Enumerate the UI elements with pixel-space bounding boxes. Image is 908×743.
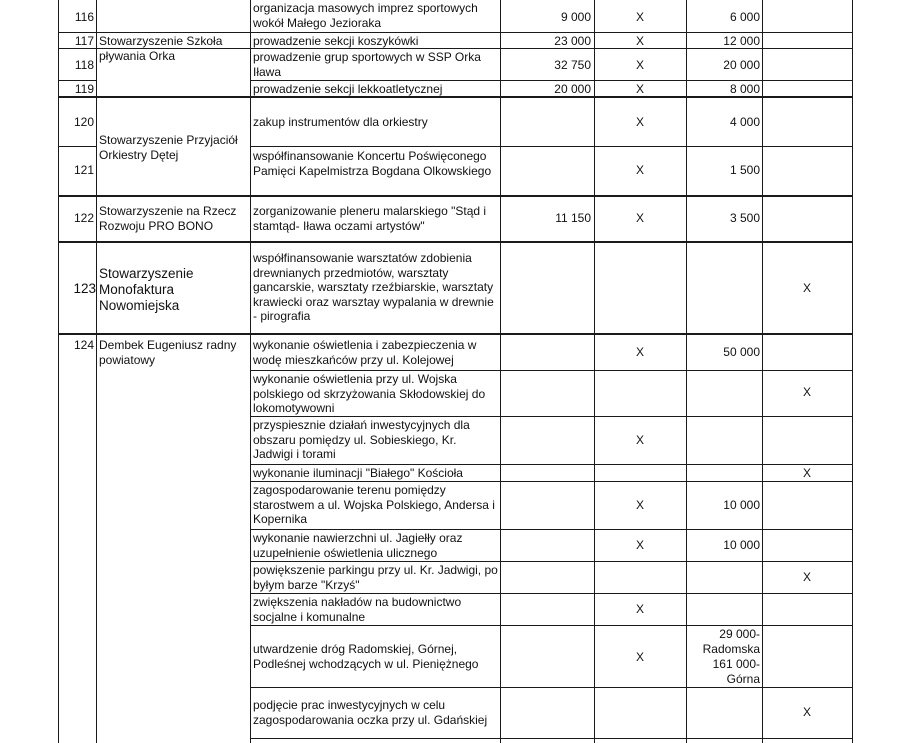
grid-line	[250, 0, 251, 743]
row-number: 117	[74, 34, 94, 48]
organization-name: Dembek Eugeniusz radny powiatowy	[99, 338, 237, 367]
grid-line	[594, 0, 595, 743]
x-mark: X	[802, 385, 811, 399]
task-description: powiększenie parkingu przy ul. Kr. Jadwigi, po byłym barze "Krzyś"	[253, 563, 498, 592]
grid-line	[762, 0, 763, 743]
task-description: prowadzenie grup sportowych w SSP Orka Iława	[253, 50, 481, 79]
grid-line	[58, 0, 59, 743]
task-description: zwiększenia nakładów na budownictwo socjalne i komunalne	[253, 595, 462, 624]
grid-line	[250, 416, 853, 417]
x-mark: X	[802, 570, 811, 584]
row-number: 123	[73, 281, 96, 296]
granted-amount: 4 000	[729, 115, 760, 129]
x-mark: X	[635, 10, 644, 24]
x-mark: X	[635, 538, 644, 552]
task-description: zagospodarowanie terenu pomiędzy starostwem a ul. Wojska Polskiego, Andersa i Kopernika	[253, 483, 495, 526]
task-description: podjęcie prac inwestycyjnych w celu zagospodarowania oczka przy ul. Gdańskiej	[253, 698, 488, 727]
row-number: 122	[73, 211, 94, 225]
x-mark: X	[635, 115, 644, 129]
granted-amount: 10 000	[723, 538, 760, 552]
row-number: 119	[74, 82, 94, 96]
grid-line	[250, 593, 853, 594]
row-number: 121	[73, 163, 94, 177]
organization-name: Stowarzyszenie Szkoła pływania Orka	[99, 34, 223, 63]
granted-amount: 8 000	[729, 82, 760, 96]
task-description: organizacja masowych imprez sportowych wokół Małego Jezioraka	[253, 1, 478, 30]
x-mark: X	[635, 58, 644, 72]
task-description: współfinansowanie Koncertu Poświęconego Pamięci Kapelmistrza Bogdana Olkowskiego	[253, 149, 492, 178]
row-number: 124	[73, 338, 94, 352]
grid-line	[500, 0, 501, 743]
task-description: prowadzenie sekcji lekkoatletycznej	[253, 82, 443, 96]
requested-amount: 11 150	[555, 211, 591, 225]
grid-line	[250, 80, 853, 81]
requested-amount: 23 000	[554, 34, 591, 48]
grid-line	[250, 464, 853, 465]
task-description: utwardzenie dróg Radomskiej, Górnej, Podleśnej wchodzących w ul. Pieniężnego	[253, 642, 479, 671]
granted-amount: 50 000	[723, 345, 760, 359]
grid-line	[852, 0, 853, 743]
x-mark: X	[635, 498, 644, 512]
organization-name: Stowarzyszenie Przyjaciół Orkiestry Dętej	[99, 133, 238, 162]
grid-line	[58, 32, 853, 33]
grid-line	[250, 561, 853, 562]
x-mark: X	[802, 466, 811, 480]
grid-line	[686, 0, 687, 743]
organization-name: Stowarzyszenie na Rzecz Rozwoju PRO BONO	[99, 204, 237, 233]
x-mark: X	[635, 34, 644, 48]
row-number: 116	[74, 10, 94, 24]
granted-amount: 29 000- Radomska 161 000- Górna	[702, 627, 760, 686]
grid-line	[250, 687, 853, 688]
task-description: zorganizowanie pleneru malarskiego "Stąd i stamtąd- Iława oczami artystów"	[253, 204, 487, 233]
granted-amount: 12 000	[723, 34, 760, 48]
task-description: współfinansowanie warsztatów zdobienia drewnianych przedmiotów, warsztaty gancarskie, warsztaty rzeźbiarskie, warsztaty krawiecki oraz warsztay wypalania w drewnie - pirografia	[253, 251, 494, 323]
grid-line	[58, 195, 853, 197]
x-mark: X	[635, 650, 644, 664]
requested-amount: 20 000	[554, 82, 591, 96]
task-description: wykonanie nawierzchni ul. Jagiełły oraz uzupełnienie oświetlenia ulicznego	[253, 531, 463, 560]
grid-line	[250, 370, 853, 371]
task-description: przyspiesznie działań inwestycyjnych dla obszaru pomiędzy ul. Sobieskiego, Kr. Jadwigi i torami	[253, 418, 470, 461]
row-number: 120	[73, 115, 94, 129]
x-mark: X	[635, 211, 644, 225]
x-mark: X	[635, 433, 644, 447]
x-mark: X	[635, 82, 644, 96]
task-description: wykonanie oświetlenia przy ul. Wojska polskiego od skrzyżowania Skłodowskiej do lokomotywowni	[253, 372, 486, 415]
task-description: prowadzenie sekcji koszykówki	[253, 34, 419, 48]
grid-line	[250, 529, 853, 530]
grid-line	[250, 146, 853, 147]
grid-line	[58, 80, 96, 81]
task-description: wykonanie oświetlenia i zabezpieczenia w wodę mieszkańców przy ul. Kolejowej	[253, 338, 477, 367]
grid-line	[58, 146, 96, 147]
grid-line	[58, 241, 853, 243]
grid-line	[250, 481, 853, 482]
x-mark: X	[802, 705, 811, 719]
grid-line	[96, 0, 97, 743]
granted-amount: 1 500	[729, 163, 760, 177]
row-number: 118	[74, 58, 94, 72]
grid-line	[58, 333, 853, 335]
x-mark: X	[635, 345, 644, 359]
granted-amount: 20 000	[723, 58, 760, 72]
task-description: zakup instrumentów dla orkiestry	[253, 115, 428, 129]
grid-line	[250, 738, 853, 739]
x-mark: X	[635, 163, 644, 177]
grid-line	[250, 625, 853, 626]
organization-name: Stowarzyszenie Monofaktura Nowomiejska	[99, 266, 194, 313]
task-description: wykonanie iluminacji "Białego" Kościoła	[253, 466, 463, 480]
requested-amount: 9 000	[560, 10, 591, 24]
granted-amount: 10 000	[723, 498, 760, 512]
granted-amount: 6 000	[729, 10, 760, 24]
x-mark: X	[635, 602, 644, 616]
requested-amount: 32 750	[554, 58, 591, 72]
x-mark: X	[802, 281, 811, 295]
granted-amount: 3 500	[729, 211, 760, 225]
